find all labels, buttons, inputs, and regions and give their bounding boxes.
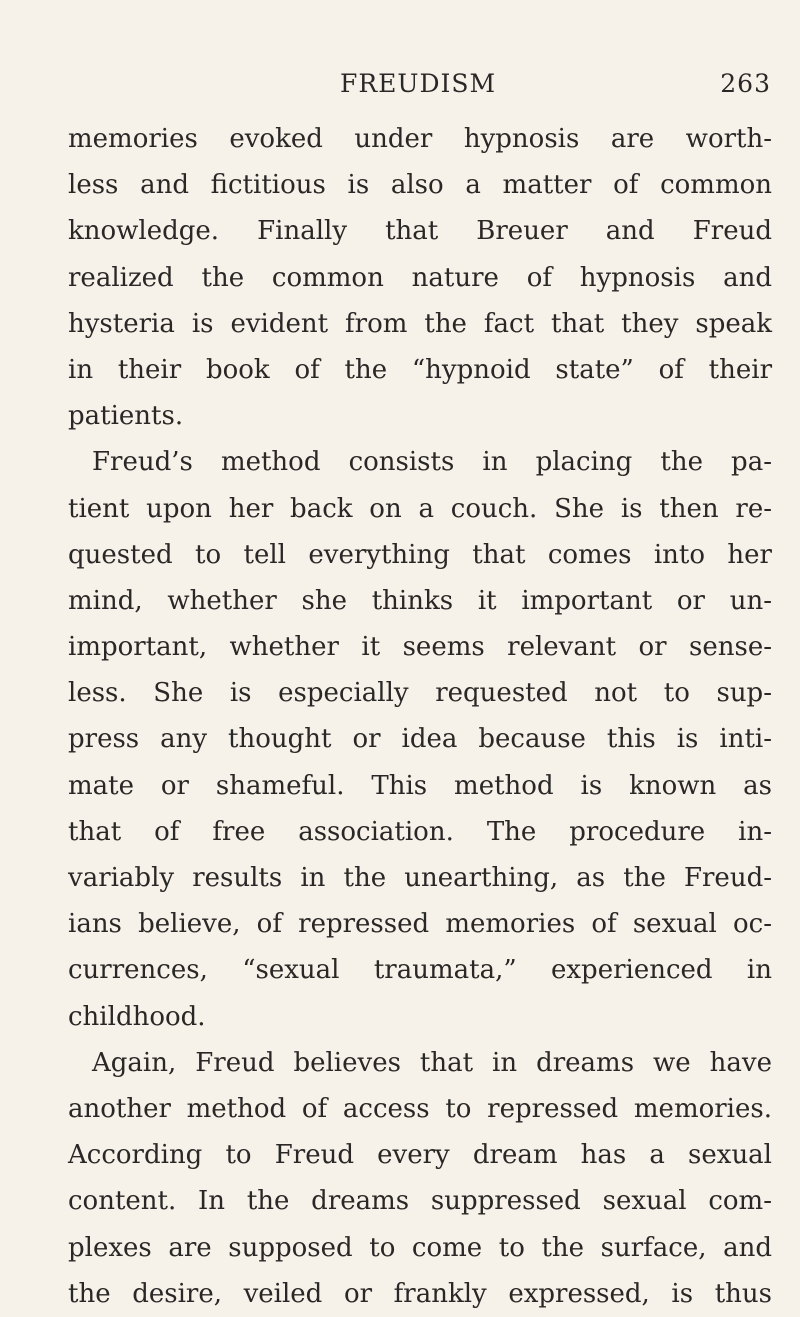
text-line: plexes are supposed to come to the surface, and xyxy=(68,1232,772,1263)
text-line: that of free association. The procedure in- xyxy=(68,816,772,847)
text-line: Again, Freud believes that in dreams we have xyxy=(92,1047,772,1078)
text-line: press any thought or idea because this is inti- xyxy=(68,724,772,755)
page-number: 263 xyxy=(720,69,771,98)
text-line: content. In the dreams suppressed sexual com- xyxy=(68,1186,772,1217)
body-text xyxy=(68,116,772,1317)
text-line: patients. xyxy=(68,401,184,432)
text-line: quested to tell everything that comes into her xyxy=(68,539,772,570)
text-line: less. She is especially requested not to sup- xyxy=(68,678,772,709)
running-head-title: FREUDISM xyxy=(340,69,497,98)
text-line: According to Freud every dream has a sexual xyxy=(68,1140,772,1171)
text-line: mate or shameful. This method is known as xyxy=(68,770,772,801)
text-line: ians believe, of repressed memories of sexual oc- xyxy=(68,909,772,940)
text-line: tient upon her back on a couch. She is then re- xyxy=(68,493,772,524)
text-line: Freud’s method consists in placing the pa- xyxy=(92,447,772,478)
text-line: less and fictitious is also a matter of common xyxy=(68,170,772,201)
text-line: variably results in the unearthing, as the Freud- xyxy=(68,863,772,893)
running-head xyxy=(263,64,771,104)
text-line: memories evoked under hypnosis are worth- xyxy=(68,124,772,154)
text-line: another method of access to repressed memories. xyxy=(68,1093,772,1124)
text-line: the desire, veiled or frankly expressed, is thus xyxy=(68,1278,772,1309)
text-line: realized the common nature of hypnosis and xyxy=(68,262,772,293)
text-line: important, whether it seems relevant or sense- xyxy=(68,632,772,663)
text-line: in their book of the “hypnoid state” of their xyxy=(68,354,772,385)
text-line: childhood. xyxy=(68,1001,206,1032)
text-line: mind, whether she thinks it important or un- xyxy=(68,585,772,616)
text-line: knowledge. Finally that Breuer and Freud xyxy=(68,216,772,247)
text-line: currences, “sexual traumata,” experienced in xyxy=(68,955,772,986)
text-line: hysteria is evident from the fact that they speak xyxy=(68,308,772,339)
